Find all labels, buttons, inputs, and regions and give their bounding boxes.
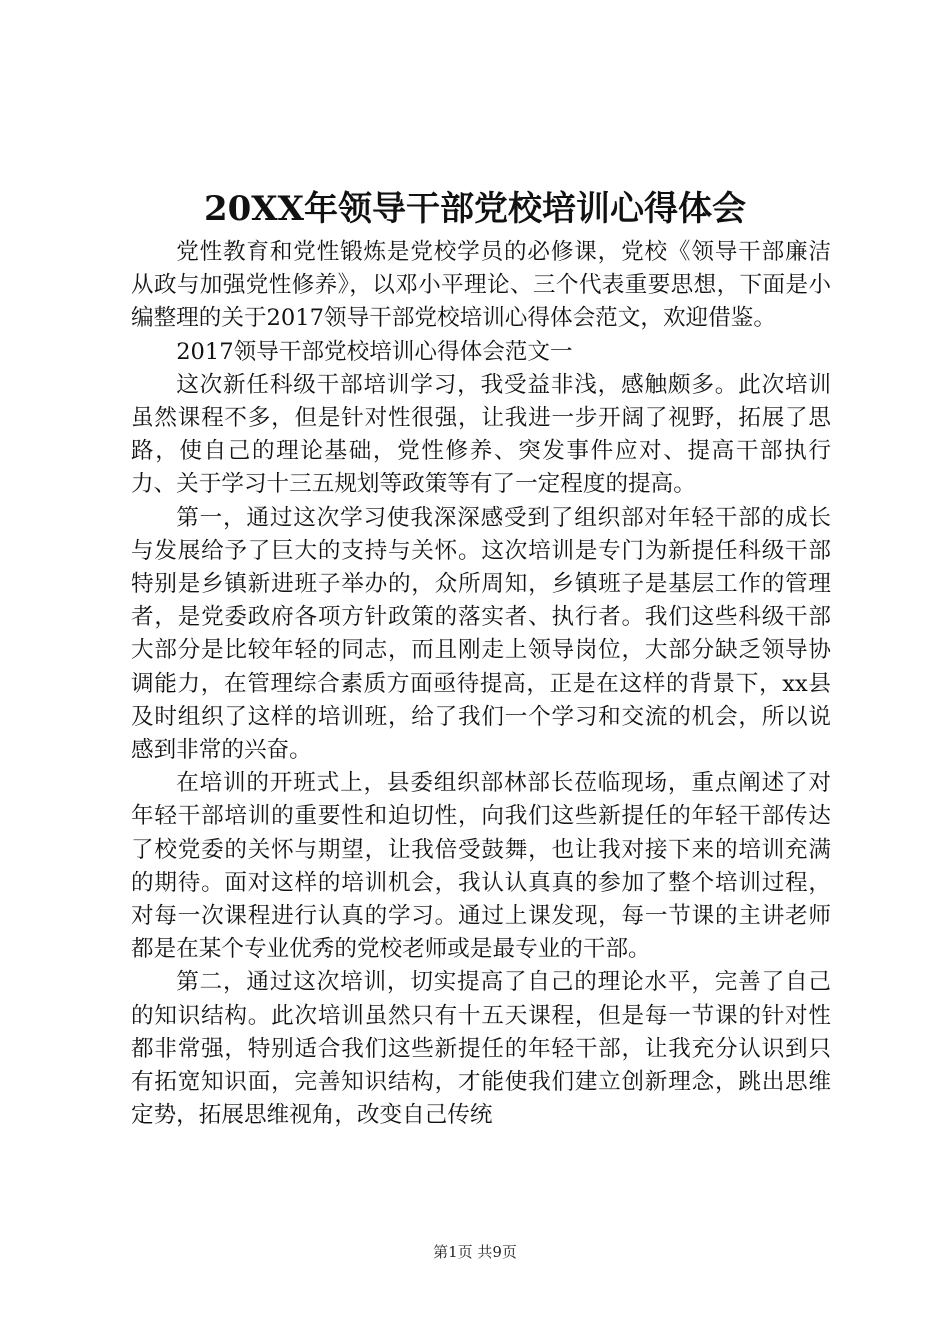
section-heading: 2017领导干部党校培训心得体会范文一 bbox=[176, 338, 573, 365]
paragraph: 第二，通过这次培训，切实提高了自己的理论水平，完善了自己的知识结构。此次培训虽然只有十五天课程，但是每一节课的针对性都非常强，特别适合我们这些新提任的年轻干部，让我充分认识到只有拓宽知识面，完善知识结构，才能使我们建立创新理念，跳出思维定势，拓展思维视角，改变自己传统 bbox=[131, 969, 831, 1129]
paragraph: 这次新任科级干部培训学习，我受益非浅，感触颇多。此次培训虽然课程不多，但是针对性很强，让我进一步开阔了视野，拓展了思路，使自己的理论基础，党性修养、突发事件应对、提高干部执行力、关于学习十三五规划等政策等有了一定程度的提高。 bbox=[131, 371, 831, 498]
document-body bbox=[131, 236, 831, 1132]
paragraph-intro: 党性教育和党性锻炼是党校学员的必修课，党校《领导干部廉洁从政与加强党性修养》，以邓小平理论、三个代表重要思想，下面是小编整理的关于2017领导干部党校培训心得体会范文，欢迎借鉴。 bbox=[131, 239, 831, 332]
paragraph: 在培训的开班式上，县委组织部林部长莅临现场，重点阐述了对年轻干部培训的重要性和迫切性，向我们这些新提任的年轻干部传达了校党委的关怀与期望，让我倍受鼓舞，也让我对接下来的培训充满的期待。面对这样的培训机会，我认认真真的参加了整个培训过程，对每一次课程进行认真的学习。通过上课发现，每一节课的主讲老师都是在某个专业优秀的党校老师或是最专业的干部。 bbox=[131, 770, 831, 963]
page-footer: 第1页 共9页 bbox=[433, 1243, 517, 1261]
document-title: 20XX年领导干部党校培训心得体会 bbox=[203, 189, 747, 229]
paragraph: 第一，通过这次学习使我深深感受到了组织部对年轻干部的成长与发展给予了巨大的支持与关怀。这次培训是专门为新提任科级干部特别是乡镇新进班子举办的，众所周知，乡镇班子是基层工作的管理者，是党委政府各项方针政策的落实者、执行者。我们这些科级干部大部分是比较年轻的同志，而且刚走上领导岗位，大部分缺乏领导协调能力，在管理综合素质方面亟待提高，正是在这样的背景下，xx县及时组织了这样的培训班，给了我们一个学习和交流的机会，所以说感到非常的兴奋。 bbox=[131, 504, 831, 764]
